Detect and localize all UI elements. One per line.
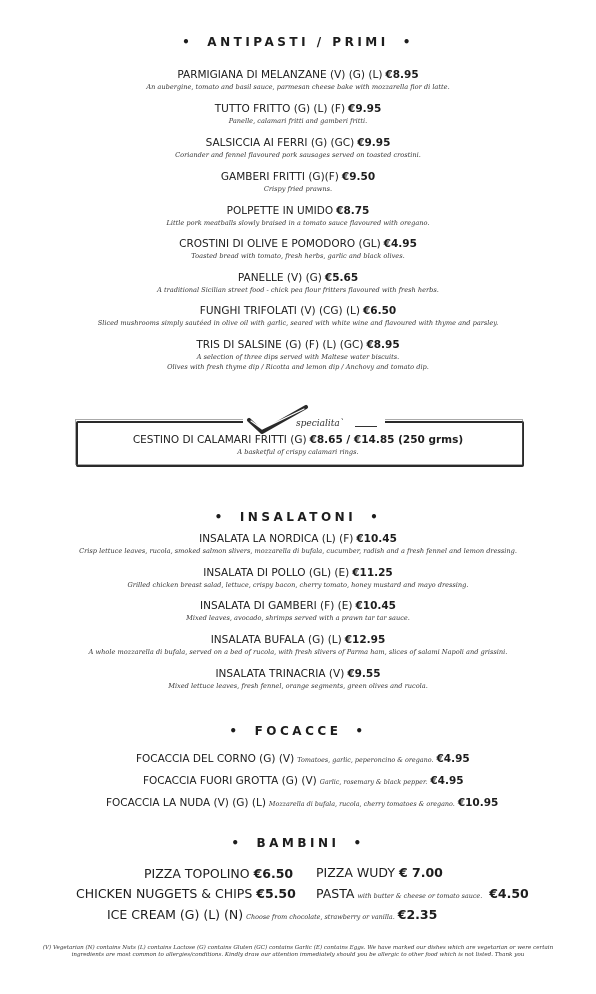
item-title-line (0, 205, 596, 218)
item-desc: Coriander and fennel flavoured pork sausages served on toasted crostini. (175, 151, 421, 159)
item-price: €10.45 (356, 533, 397, 545)
menu-item (0, 668, 596, 691)
item-desc: A selection of three dips served with Maltese water biscuits. (196, 353, 400, 361)
item-title-line (0, 600, 596, 613)
bullet-icon: • (214, 510, 226, 524)
item-desc: Grilled chicken breast salad, lettuce, crispy bacon, cherry tomato, honey mustard and mayo dressing. (127, 581, 469, 589)
item-name: INSALATA TRINACRIA (V) (215, 668, 345, 680)
antipasti-header (0, 35, 596, 49)
menu-item (0, 171, 596, 194)
item-name: TUTTO FRITTO (G) (L) (F) (214, 103, 346, 115)
item-name: CHICKEN NUGGETS & CHIPS (76, 886, 253, 901)
item-title-line (0, 567, 596, 580)
menu-item (0, 600, 596, 623)
bullet-icon: • (355, 724, 367, 738)
kids-item-wudy (316, 865, 443, 880)
menu-item (0, 205, 596, 228)
focaccia-row (106, 797, 498, 809)
footer-line: (V) Vegetarian (N) contains Nuts (L) contains Lactose (G) contains Gluten (GC) contains Garlic (E) contains Eggs. We have marked our dishes which are vegetarian or were certain (42, 945, 554, 951)
item-name: PIZZA TOPOLINO (144, 866, 250, 881)
item-price: €4.95 (383, 238, 417, 250)
item-name: FUNGHI TRIFOLATI (V) (CG) (L) (199, 305, 360, 317)
menu-item (0, 305, 596, 328)
item-name: PANELLE (V) (G) (237, 272, 322, 284)
item-name: INSALATA DI GAMBERI (F) (E) (200, 600, 353, 612)
menu-item (0, 69, 596, 92)
item-price: €6.50 (253, 866, 294, 881)
bullet-icon: • (353, 836, 365, 850)
menu-item (0, 533, 596, 556)
item-name: ICE CREAM (G) (L) (N) (107, 907, 244, 922)
focaccia-row (136, 753, 470, 765)
item-name: FOCACCIA DEL CORNO (G) (V) (136, 753, 295, 765)
item-price: €10.95 (457, 797, 499, 809)
item-price: €12.95 (344, 634, 386, 646)
kids-item-topolino (144, 866, 293, 881)
item-price: €8.95 (366, 339, 400, 351)
item-price: €5.50 (256, 886, 296, 901)
item-title-line (0, 533, 596, 546)
item-name: GAMBERI FRITTI (G)(F) (220, 171, 339, 183)
menu-item (0, 567, 596, 590)
item-desc: Olives with fresh thyme dip / Ricotta and lemon dip / Anchovy and tomato dip. (167, 363, 429, 371)
item-name: TRIS DI SALSINE (G) (F) (L) (GC) (196, 339, 364, 351)
footer-line: ingredients are most common to allergies/conditions. Kindly draw our attention immediately should you be allergic to other food which is not listed. Thank you (71, 952, 525, 958)
bullet-icon: • (402, 35, 414, 49)
item-name: FOCACCIA FUORI GROTTA (G) (V) (143, 775, 317, 787)
item-price: €5.65 (324, 272, 359, 284)
item-price: €4.95 (436, 753, 470, 765)
kids-item-pasta (316, 886, 529, 901)
allergen-footer (30, 945, 566, 959)
antipasti-title: ANTIPASTI / PRIMI (207, 35, 389, 49)
item-price: €8.75 (336, 205, 370, 217)
item-price: €2.35 (397, 907, 438, 922)
item-price: €11.25 (352, 567, 393, 579)
item-price: €6.50 (363, 305, 397, 317)
focaccia-row (143, 775, 464, 787)
item-desc: Mixed lettuce leaves, fresh fennel, orange segments, green olives and rucola. (168, 682, 428, 690)
item-name: SALSICCIA AI FERRI (G) (GC) (205, 137, 355, 149)
item-desc: Mixed leaves, avocado, shrimps served with a prawn tar tar sauce. (186, 614, 410, 622)
item-desc: Panelle, calamari fritti and gamberi fritti. (228, 117, 368, 125)
item-desc: Crisp lettuce leaves, rucola, smoked salmon slivers, mozzarella di bufala, cucumber, radish and a fresh fennel and lemon dressing. (79, 547, 517, 555)
item-name: PARMIGIANA DI MELANZANE (V) (G) (L) (177, 69, 383, 81)
item-name: PIZZA WUDY (316, 865, 395, 880)
item-desc: Garlic, rosemary & black pepper. (319, 778, 428, 786)
item-title-line (0, 305, 596, 318)
item-name: CROSTINI DI OLIVE E POMODORO (GL) (179, 238, 381, 250)
item-title-line (0, 238, 596, 251)
item-price: €9.55 (347, 668, 381, 680)
item-price: €4.95 (430, 775, 464, 787)
menu-item (0, 339, 596, 372)
item-desc: A whole mozzarella di bufala, served on a bed of rucola, with fresh slivers of Parma ham, slices of salami Napoli and grissini. (88, 648, 508, 656)
item-desc: A traditional Sicilian street food - chick pea flour fritters flavoured with fresh herbs. (157, 286, 439, 294)
item-title-line (0, 272, 596, 285)
bambini-title: BAMBINI (256, 836, 340, 850)
item-desc: A basketful of crispy calamari rings. (237, 448, 359, 456)
item-name: PASTA (316, 886, 355, 901)
item-name: POLPETTE IN UMIDO (226, 205, 334, 217)
kids-item-nuggets (76, 886, 296, 901)
bullet-icon: • (370, 510, 382, 524)
item-price: €8.65 / €14.85 (250 grms) (309, 434, 464, 446)
item-title-line (0, 103, 596, 116)
item-name: FOCACCIA LA NUDA (V) (G) (L) (106, 797, 266, 809)
menu-item (0, 634, 596, 657)
insalatoni-title: INSALATONI (239, 510, 357, 524)
item-name: INSALATA BUFALA (G) (L) (210, 634, 342, 646)
item-desc: Crispy fried prawns. (263, 185, 333, 193)
item-desc: An aubergine, tomato and basil sauce, parmesan cheese bake with mozzarella fior di latte. (146, 83, 450, 91)
bullet-icon: • (229, 724, 241, 738)
kids-item-icecream (107, 907, 437, 922)
item-price: €4.50 (489, 886, 529, 901)
item-title-line (0, 668, 596, 681)
item-desc: Little pork meatballs slowly braised in a tomato sauce flavoured with oregano. (166, 219, 430, 227)
item-desc: Choose from chocolate, strawberry or vanilla. (246, 913, 395, 921)
item-title-line (0, 171, 596, 184)
bambini-header (0, 836, 596, 850)
insalatoni-header (0, 510, 596, 524)
item-price: € 7.00 (398, 865, 443, 880)
item-price: €8.95 (385, 69, 419, 81)
item-title-line (0, 339, 596, 352)
menu-item (0, 272, 596, 295)
menu-item (0, 238, 596, 261)
item-price: €9.50 (341, 171, 376, 183)
item-desc: Mozzarella di bufala, rucola, cherry tomatoes & oregano. (268, 800, 455, 808)
item-price: €9.95 (357, 137, 391, 149)
item-price: €10.45 (355, 600, 396, 612)
menu-item (0, 103, 596, 126)
menu-item (0, 137, 596, 160)
special-item (0, 434, 596, 457)
focacce-title: FOCACCE (254, 724, 342, 738)
special-label: specialita` (296, 419, 345, 429)
item-desc: Tomatoes, garlic, peperoncino & oregano. (297, 756, 434, 764)
bullet-icon: • (182, 35, 194, 49)
item-desc: Toasted bread with tomato, fresh herbs, garlic and black olives. (191, 252, 405, 260)
item-price: €9.95 (348, 103, 382, 115)
item-desc: with butter & cheese or tomato sauce. (357, 892, 483, 900)
item-title-line (0, 137, 596, 150)
item-title-line (0, 69, 596, 82)
item-desc: Sliced mushrooms simply sautéed in olive oil with garlic, seared with white wine and flavoured with thyme and parsley. (97, 319, 499, 327)
item-name: INSALATA LA NORDICA (L) (F) (199, 533, 354, 545)
item-name: INSALATA DI POLLO (GL) (E) (203, 567, 350, 579)
item-title-line (0, 634, 596, 647)
focacce-header (0, 724, 596, 738)
bullet-icon: • (231, 836, 243, 850)
item-name: CESTINO DI CALAMARI FRITTI (G) (132, 434, 307, 446)
